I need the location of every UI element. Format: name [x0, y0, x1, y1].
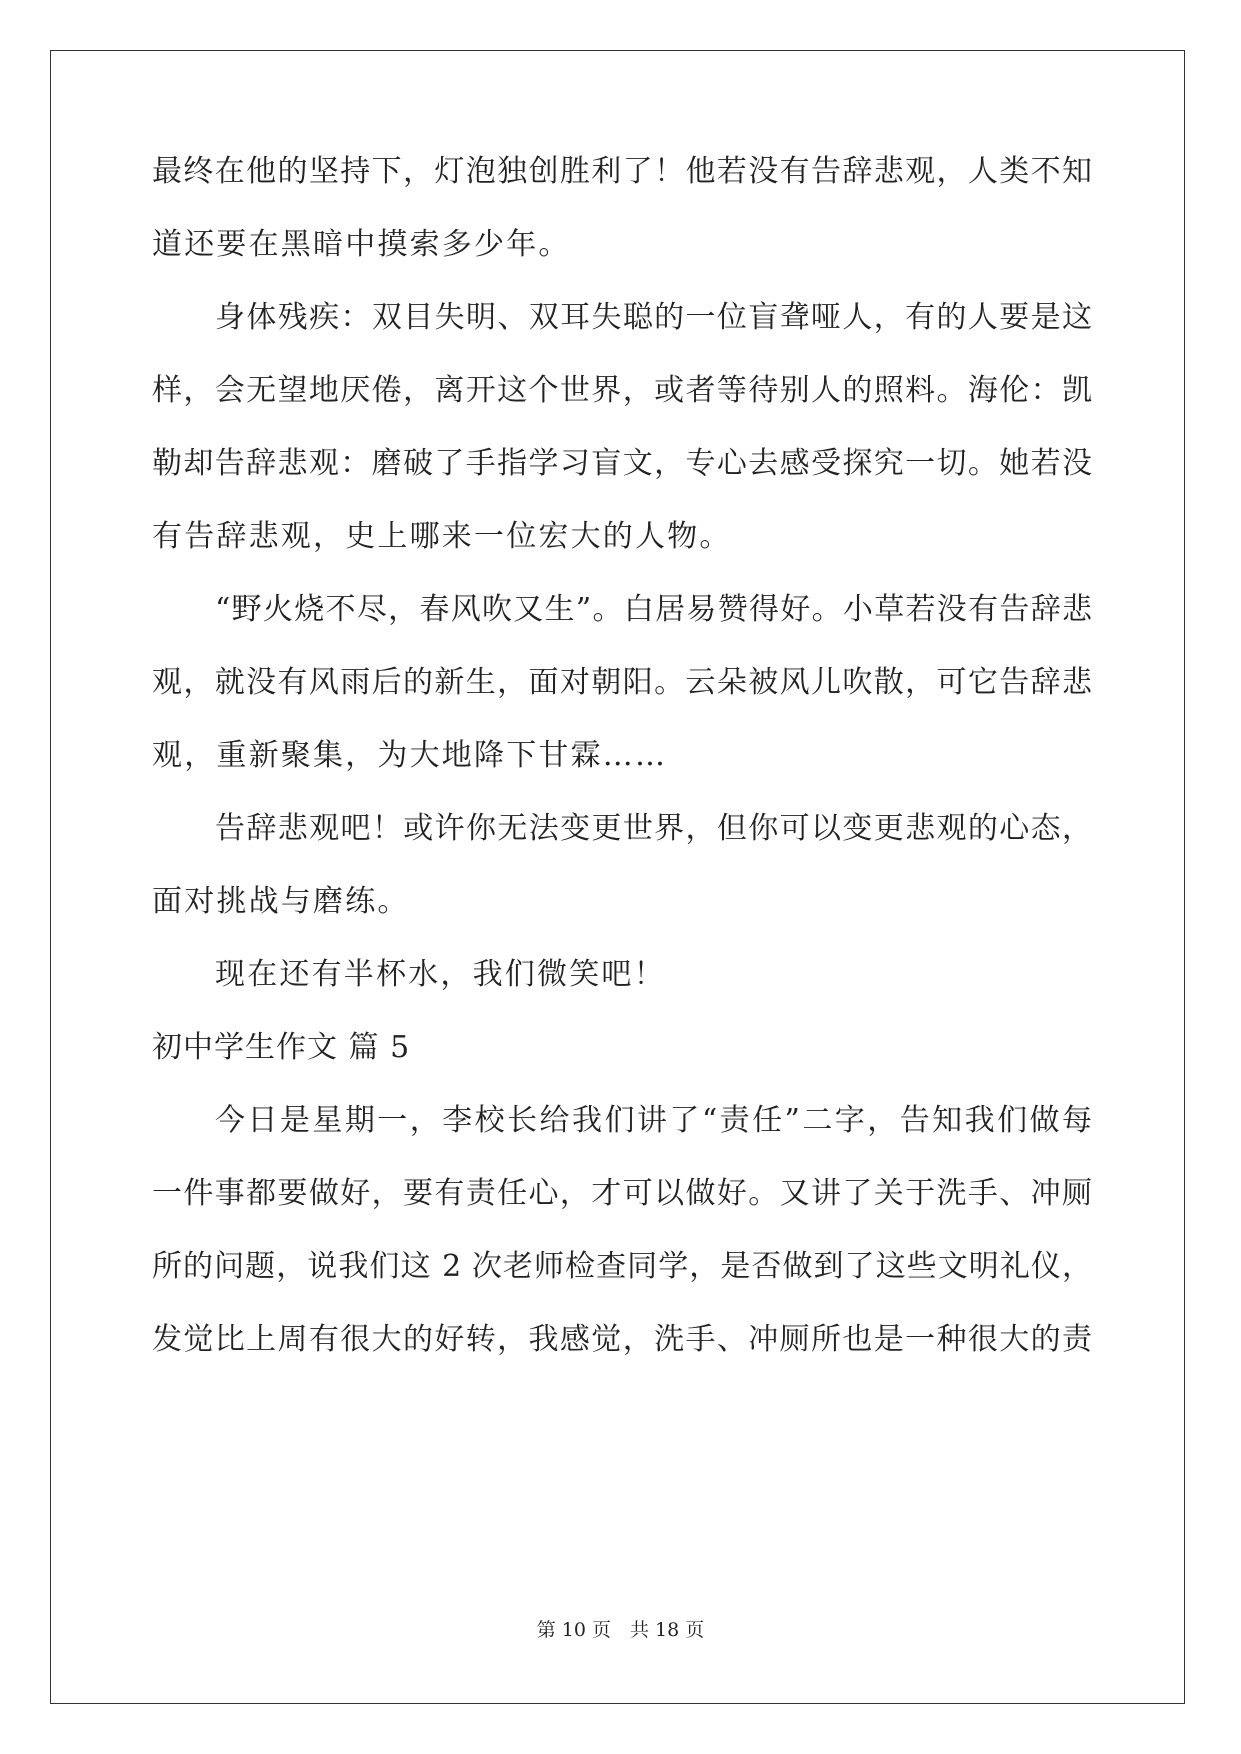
text-line: 面对挑战与磨练。 — [152, 884, 410, 919]
text-line: 今日是星期一，李校长给我们讲了“责任”二字，告知我们做每 — [215, 1103, 1092, 1138]
text-line: 道还要在黑暗中摸索多少年。 — [152, 227, 571, 262]
text-line: 观，重新聚集，为大地降下甘霖…… — [152, 738, 668, 773]
text-line: 有告辞悲观，史上哪来一位宏大的人物。 — [152, 519, 732, 554]
text-line: 告辞悲观吧！或许你无法变更世界，但你可以变更悲观的心态， — [215, 811, 1092, 846]
text-line: 样，会无望地厌倦，离开这个世界，或者等待别人的照料。海伦：凯 — [152, 373, 1092, 408]
text-line: 观，就没有风雨后的新生，面对朝阳。云朵被风儿吹散，可它告辞悲 — [152, 665, 1092, 700]
text-line: 身体残疾：双目失明、双耳失聪的一位盲聋哑人，有的人要是这 — [215, 300, 1092, 335]
text-line: 一件事都要做好，要有责任心，才可以做好。又讲了关于洗手、冲厕 — [152, 1176, 1092, 1211]
page-number: 第 10 页 共 18 页 — [536, 1619, 705, 1641]
section-heading: 初中学生作文 篇 5 — [152, 1030, 411, 1065]
text-line: 最终在他的坚持下，灯泡独创胜利了！他若没有告辞悲观，人类不知 — [152, 154, 1092, 189]
text-line: 发觉比上周有很大的好转，我感觉，洗手、冲厕所也是一种很大的责 — [152, 1322, 1092, 1357]
text-line: 所的问题，说我们这 2 次老师检查同学，是否做到了这些文明礼仪， — [152, 1249, 1092, 1284]
text-line: “野火烧不尽，春风吹又生”。白居易赞得好。小草若没有告辞悲 — [215, 592, 1092, 627]
text-line: 勒却告辞悲观：磨破了手指学习盲文，专心去感受探究一切。她若没 — [152, 446, 1092, 481]
text-line: 现在还有半杯水，我们微笑吧！ — [215, 957, 666, 992]
